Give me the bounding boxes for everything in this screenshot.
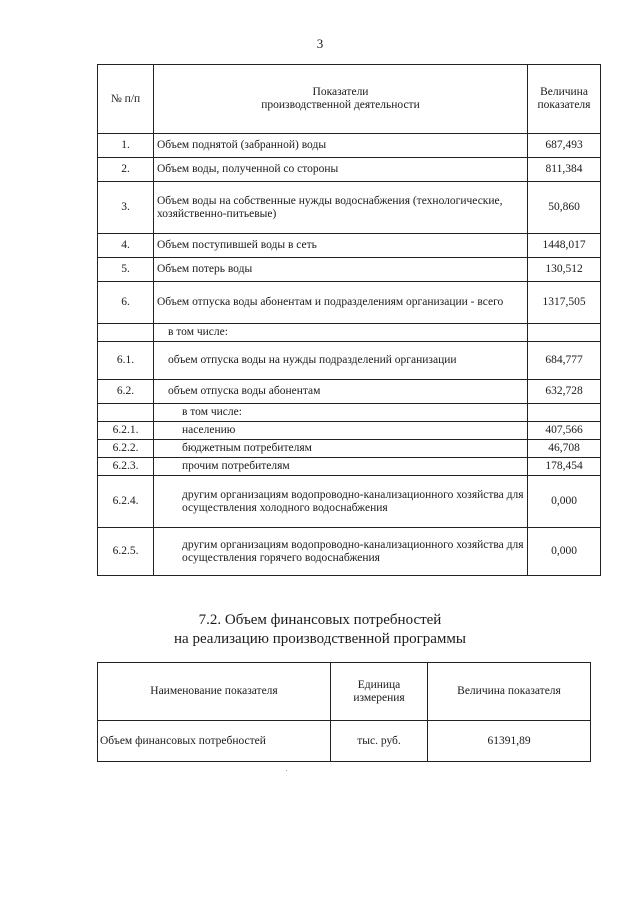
table-header-row [98, 65, 601, 134]
header-unit-line1: Единица [357, 678, 401, 691]
header-unit-line2: измерения [353, 691, 405, 704]
row-num: 1. [98, 134, 154, 158]
row-name: населению [154, 422, 528, 440]
row-name: Объем поднятой (забранной) воды [154, 134, 528, 158]
section-title-line1: 7.2. Объем финансовых потребностей [198, 612, 442, 628]
table-row [98, 234, 601, 258]
row-name: бюджетным потребителям [154, 440, 528, 458]
table-row [98, 258, 601, 282]
row-num: 3. [98, 182, 154, 234]
row-value: 1448,017 [528, 234, 601, 258]
row-name: прочим потребителям [154, 458, 528, 476]
row-num: 6.2.1. [98, 422, 154, 440]
section-title [0, 611, 640, 649]
table-row [98, 282, 601, 324]
header-value-line2: показателя [537, 99, 591, 111]
table-row [98, 134, 601, 158]
table-row [98, 324, 601, 342]
row-num: 6.2.4. [98, 476, 154, 528]
header-indicators-line2: производственной деятельности [261, 99, 420, 111]
header-indicators-line1: Показатели [312, 86, 369, 98]
row-name: Объем отпуска воды абонентам и подразделениям организации - всего [154, 282, 528, 324]
row-value: 61391,89 [428, 721, 591, 762]
row-num: 2. [98, 158, 154, 182]
financial-needs-table [97, 662, 591, 762]
header-indicator-name: Наименование показателя [98, 663, 331, 721]
row-num [98, 404, 154, 422]
row-name: объем отпуска воды абонентам [154, 380, 528, 404]
row-num: 6.2.2. [98, 440, 154, 458]
row-value [528, 324, 601, 342]
table-row [98, 440, 601, 458]
row-num: 5. [98, 258, 154, 282]
row-value: 0,000 [528, 528, 601, 576]
section-title-line2: на реализацию производственной программы [174, 631, 466, 647]
row-num: 4. [98, 234, 154, 258]
row-value: 811,384 [528, 158, 601, 182]
row-value [528, 404, 601, 422]
row-num: 6.2.5. [98, 528, 154, 576]
row-num [98, 324, 154, 342]
row-value: 684,777 [528, 342, 601, 380]
row-num: 6.2. [98, 380, 154, 404]
row-name: Объем воды, полученной со стороны [154, 158, 528, 182]
table-row [98, 422, 601, 440]
row-value: 1317,505 [528, 282, 601, 324]
row-value: 632,728 [528, 380, 601, 404]
row-value: 50,860 [528, 182, 601, 234]
row-value: 687,493 [528, 134, 601, 158]
table-row [98, 158, 601, 182]
row-num: 6.2.3. [98, 458, 154, 476]
row-name: другим организациям водопроводно-канализационного хозяйства для осуществления холодного водоснабжения [154, 476, 528, 528]
page-number: 3 [316, 36, 324, 51]
row-value: 130,512 [528, 258, 601, 282]
row-unit: тыс. руб. [331, 721, 428, 762]
row-value: 46,708 [528, 440, 601, 458]
header-unit [331, 663, 428, 721]
row-value: 0,000 [528, 476, 601, 528]
scan-speck [286, 770, 287, 771]
header-value: Величина показателя [428, 663, 591, 721]
production-indicators-table [97, 64, 601, 576]
table-row [98, 476, 601, 528]
row-value: 178,454 [528, 458, 601, 476]
row-name: Объем воды на собственные нужды водоснабжения (технологические, хозяйственно-питьевые) [154, 182, 528, 234]
table-row [98, 721, 591, 762]
row-name: Объем потерь воды [154, 258, 528, 282]
table-header-row [98, 663, 591, 721]
table-row [98, 342, 601, 380]
row-num: 6. [98, 282, 154, 324]
row-value: 407,566 [528, 422, 601, 440]
table-row [98, 182, 601, 234]
row-name: в том числе: [154, 324, 528, 342]
header-value [528, 65, 601, 134]
row-name: объем отпуска воды на нужды подразделений организации [154, 342, 528, 380]
table-row [98, 528, 601, 576]
row-name: Объем поступившей воды в сеть [154, 234, 528, 258]
table-row [98, 458, 601, 476]
table-row [98, 404, 601, 422]
row-name: в том числе: [154, 404, 528, 422]
header-value-line1: Величина [540, 86, 588, 98]
row-name: Объем финансовых потребностей [98, 721, 331, 762]
header-indicators [154, 65, 528, 134]
row-num: 6.1. [98, 342, 154, 380]
header-num: № п/п [98, 65, 154, 134]
row-name: другим организациям водопроводно-канализационного хозяйства для осуществления горячего водоснабжения [154, 528, 528, 576]
table-row [98, 380, 601, 404]
